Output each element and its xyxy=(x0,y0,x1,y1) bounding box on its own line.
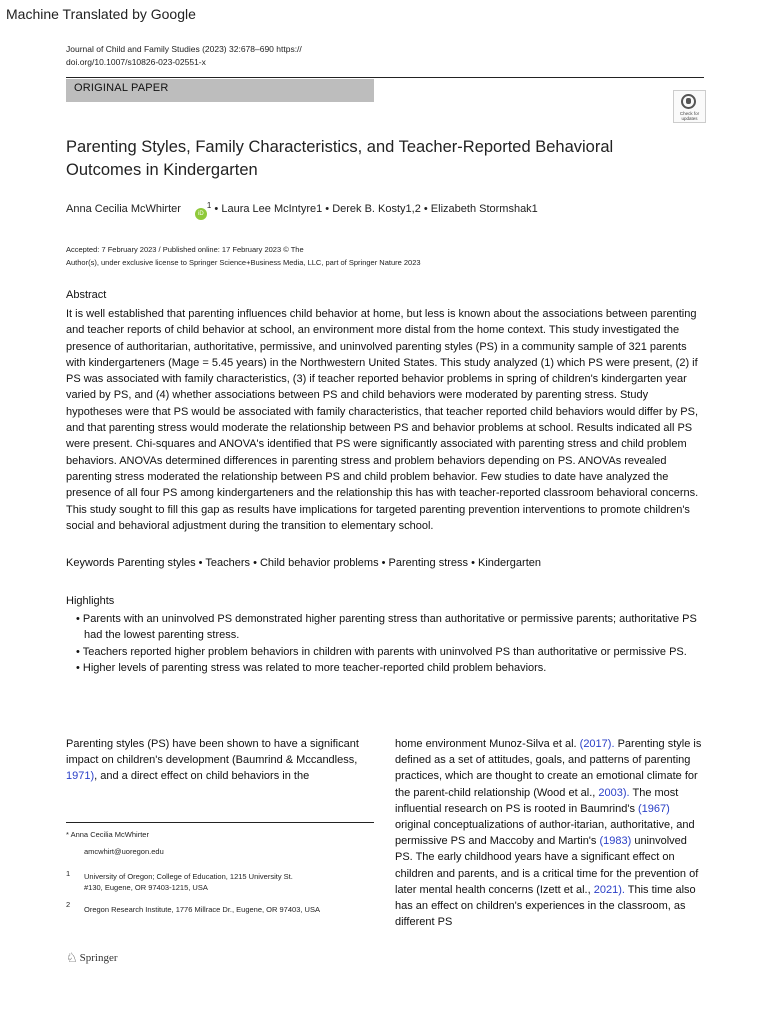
affiliation-1-line-1: University of Oregon; College of Education, 1215 University St. xyxy=(84,872,293,881)
article-title: Parenting Styles, Family Characteristics, and Teacher-Reported Behavioral Outcomes in Kindergarten xyxy=(66,138,614,179)
highlight-item: • Teachers reported higher problem behaviors in children with parents with uninvolved PS than authoritative or permissive PS. xyxy=(76,645,687,658)
orcid-icon[interactable]: iD xyxy=(195,208,207,220)
dates-line-2: Author(s), under exclusive license to Springer Science+Business Media, LLC, part of Springer Nature 2023 xyxy=(66,258,421,267)
affiliation-1 xyxy=(84,871,293,893)
publication-dates xyxy=(66,243,421,269)
citation-link[interactable]: 2021). xyxy=(593,883,625,896)
check-updates-label: Check for updates xyxy=(679,111,700,121)
first-author: Anna Cecilia McWhirter xyxy=(66,203,181,215)
body-text: This time also has an effect on children's experiences in the classroom, as different PS xyxy=(395,883,696,929)
affiliation-number-1: 1 xyxy=(66,869,71,878)
affiliation-number-2: 2 xyxy=(66,900,71,909)
author-list xyxy=(66,201,538,220)
citation-link[interactable]: (2017). xyxy=(579,738,615,750)
abstract-text: It is well established that parenting influences child behavior at home, but less is known about the associations between parenting and teacher reports of child behavior at school, an environment more distal from the home context. This study investigated the presence of authoritarian, authoritative, permissive, and uninvolved parenting styles (PS) in a community sample of 321 parents with kindergarteners (Mage = 5.45 years) in the Northwestern United States. This study analyzed (1) which PS were present, (2) if PS was associated with family characteristics, (3) if teacher reported behavior problems in spring of children's kindergarten year varied by PS, and (4) whether associations between PS and child behaviors were moderated by parenting stress. Study hypotheses were that PS would be associated with family characteristics, that teacher reported child behaviors would differ by PS, and that parenting stress would moderate the relationship between PS and behavior problems at school. Results indicated all PS were present. Chi-squares and ANOVA's identified that PS were significantly associated with parenting stress and child problem behaviors. ANOVAs determined differences in parenting stress and problem behaviors depending on PS. ANOVAs revealed parenting stress moderated the relationship between PS and child problem behavior. Few studies to date have analyzed the presence of all four PS among kindergarteners and the relationship this has with teacher-reported classroom behavioral concerns. This study sought to fill this gap as results have implications for targeted parenting prevention interventions to promote children's social and behavioral adjustment during the transition to elementary school. xyxy=(66,308,699,532)
abstract-heading: Abstract xyxy=(66,289,107,301)
body-text: original conceptualizations of author-itarian, authoritative, and permissive PS and Maccoby and Martin's xyxy=(395,819,695,848)
corresponding-author: * Anna Cecilia McWhirter xyxy=(66,830,149,839)
journal-line-1: Journal of Child and Family Studies (2023) 32:678–690 https:// xyxy=(66,44,302,54)
springer-horse-icon: ♘ xyxy=(66,950,78,965)
keywords: Keywords Parenting styles • Teachers • Child behavior problems • Parenting stress • Kindergarten xyxy=(66,557,541,569)
journal-citation xyxy=(66,43,302,69)
check-for-updates-badge[interactable] xyxy=(673,90,706,123)
highlights-list xyxy=(66,611,706,676)
highlight-item: • Higher levels of parenting stress was related to more teacher-reported child problem behaviors. xyxy=(76,661,547,674)
body-text: Parenting style is defined as a set of attitudes, goals, and patterns of parenting practices, which are thought to create an emotional climate for the parent-child relationship (Wood et al., xyxy=(395,738,702,799)
translation-banner: Machine Translated by Google xyxy=(6,6,196,22)
citation-link[interactable]: (1983) xyxy=(599,835,632,848)
dates-line-1: Accepted: 7 February 2023 / Published online: 17 February 2023 © The xyxy=(66,245,304,254)
affiliation-2: Oregon Research Institute, 1776 Millrace Dr., Eugene, OR 97403, USA xyxy=(84,905,320,914)
affiliation-1-line-2: #130, Eugene, OR 97403-1215, USA xyxy=(84,883,208,892)
highlight-item: • Parents with an uninvolved PS demonstrated higher parenting stress than authoritative or permissive parents; authoritative PS had the lowest parenting stress. xyxy=(76,613,697,642)
header-rule xyxy=(66,77,704,78)
publisher-name: Springer xyxy=(79,952,118,964)
body-text: Parenting styles (PS) have been shown to have a significant impact on children's development (Baumrind & Mccandless, xyxy=(66,738,359,767)
highlights-heading: Highlights xyxy=(66,595,115,607)
body-text: home environment Munoz-Silva et al. xyxy=(395,738,580,750)
paper-type-label: ORIGINAL PAPER xyxy=(74,82,169,94)
citation-link[interactable]: 2003). xyxy=(598,786,630,799)
body-column-left xyxy=(66,736,378,785)
citation-link[interactable]: 1971) xyxy=(66,770,95,783)
footnote-rule xyxy=(66,822,374,823)
publisher-logo xyxy=(66,950,118,966)
check-updates-icon xyxy=(681,94,696,109)
journal-line-2[interactable]: doi.org/10.1007/s10826-023-02551-x xyxy=(66,57,206,67)
first-author-affiliation: 1 xyxy=(206,201,212,210)
corresponding-email[interactable]: amcwhirt@uoregon.edu xyxy=(84,847,164,856)
body-text: uninvolved PS. The early childhood years have a significant effect on children and parents, and is a critical time for the prevention of later mental health concerns (Izett et al., xyxy=(395,835,699,896)
body-text: , and a direct effect on child behaviors in the xyxy=(94,770,310,783)
body-text: The most influential research on PS is rooted in Baumrind's xyxy=(395,786,679,815)
body-column-right xyxy=(395,736,705,930)
other-authors: • Laura Lee McIntyre1 • Derek B. Kosty1,2 • Elizabeth Stormshak1 xyxy=(211,203,538,215)
citation-link[interactable]: (1967) xyxy=(638,802,670,815)
